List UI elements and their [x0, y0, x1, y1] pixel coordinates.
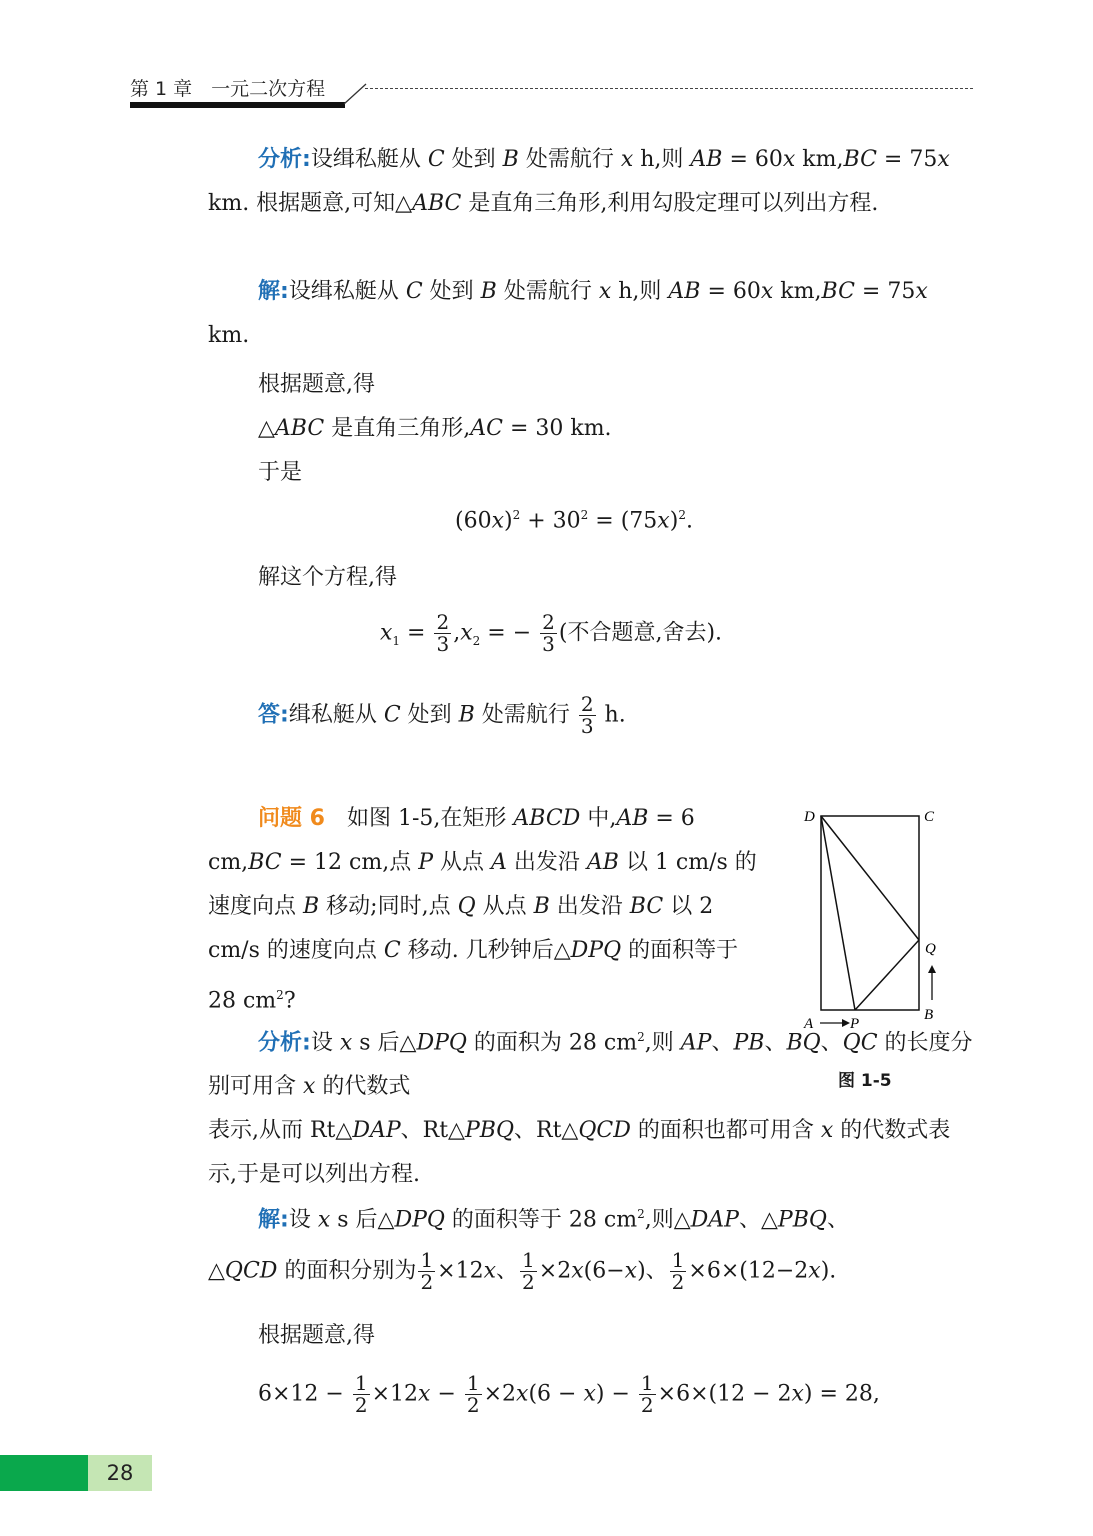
label-p: P: [850, 1016, 860, 1032]
rectangle-abcd: [821, 816, 919, 1010]
answer-label: 答:: [258, 702, 289, 728]
ex5-roots: $x_1$ = $\frac{2}{3}$ $,x_2$ = − $\frac{2}{3}$ (不合题意,舍去).: [380, 610, 723, 656]
arrow-head-q: [928, 965, 936, 973]
ex5-analysis: 分析:设缉私艇从 C 处到 B 处需航行 x h,则 AB = 60x km,BC = 75x km. 根据题意,可知△ABC 是直角三角形,利用勾股定理可以列出方程.: [208, 147, 950, 216]
figure-caption: 图 1-5: [838, 1071, 892, 1091]
ex6-analysis: 分析:设 x s 后△DPQ 的面积为 28 $cm^2$,则 AP、PB、BQ、QC 的长度分别可用含 x 的代数式 表示,从而 Rt△DAP、Rt△PBQ、Rt△QCD 的面积也都可用含 x 的代数式表示,于是可以列出方程.: [208, 1030, 973, 1188]
ex5-triangle-fact: △ABC 是直角三角形,AC = 30 km.: [258, 416, 612, 441]
segment-dq: [821, 816, 919, 940]
label-b: B: [924, 1007, 934, 1023]
ex5-solve-text: 解这个方程,得: [258, 565, 397, 590]
ex5-so: 于是: [258, 460, 303, 485]
label-a: A: [804, 1016, 814, 1032]
segment-pq: [855, 940, 919, 1010]
problem-label: 问题 6: [258, 806, 325, 831]
ex5-solution: 解:设缉私艇从 C 处到 B 处需航行 x h,则 AB = 60x km,BC = 75x km.: [208, 279, 928, 348]
analysis-label: 分析:: [258, 147, 311, 172]
header-dashed-line: [365, 88, 973, 89]
ex6-by-problem: 根据题意,得: [258, 1323, 375, 1348]
page-number-bar: [0, 1455, 88, 1491]
analysis-label: 分析:: [258, 1030, 311, 1056]
ex6-solution-cont: △QCD 的面积分别为 $\frac{1}{2}$ ×12x、 $\frac{1}{2}$ ×2x(6−x)、 $\frac{1}{2}$ ×6×(12−2x).: [208, 1248, 837, 1294]
arrow-head-p: [842, 1019, 850, 1027]
ex6-equation: 6×12 − $\frac{1}{2}$ ×12x − $\frac{1}{2}$ ×2x(6 − x) − $\frac{1}{2}$ ×6×(12 − 2x) = 28,: [258, 1371, 880, 1417]
ex6-solution: 解:设 x s 后△DPQ 的面积等于 28 $cm^2$,则△DAP、△PBQ、: [258, 1207, 849, 1233]
segment-dp: [821, 816, 855, 1010]
chapter-header: 第 1 章 一元二次方程: [130, 78, 326, 100]
header-slash: [340, 80, 370, 106]
figure-rectangle-diagram: [800, 800, 950, 1040]
reject-note: (不合题意,舍去).: [558, 620, 723, 646]
solution-label: 解:: [258, 1207, 289, 1233]
label-q: Q: [925, 941, 936, 957]
ex5-equation: $(60x)^2 + 30^2 = (75x)^2$.: [455, 508, 693, 534]
page-number: 28: [88, 1455, 152, 1491]
label-d: D: [804, 809, 815, 825]
label-c: C: [924, 809, 935, 825]
header-rule: [130, 102, 345, 108]
ex6-problem: 问题 6 如图 1-5,在矩形 ABCD 中,AB = 6 cm,BC = 12 cm,点 P 从点 A 出发沿 AB 以 1 cm/s 的速度向点 B 移动;同时,点 Q 从点 B 出发沿 BC 以 2 cm/s 的速度向点 C 移动. 几秒钟后△DPQ 的面积等于 28 $cm^2$?: [208, 806, 757, 1014]
solution-label: 解:: [258, 279, 289, 304]
ex5-answer: 答:缉私艇从 C 处到 B 处需航行 $\frac{2}{3}$ h.: [258, 692, 626, 738]
ex5-by-problem: 根据题意,得: [258, 372, 375, 397]
